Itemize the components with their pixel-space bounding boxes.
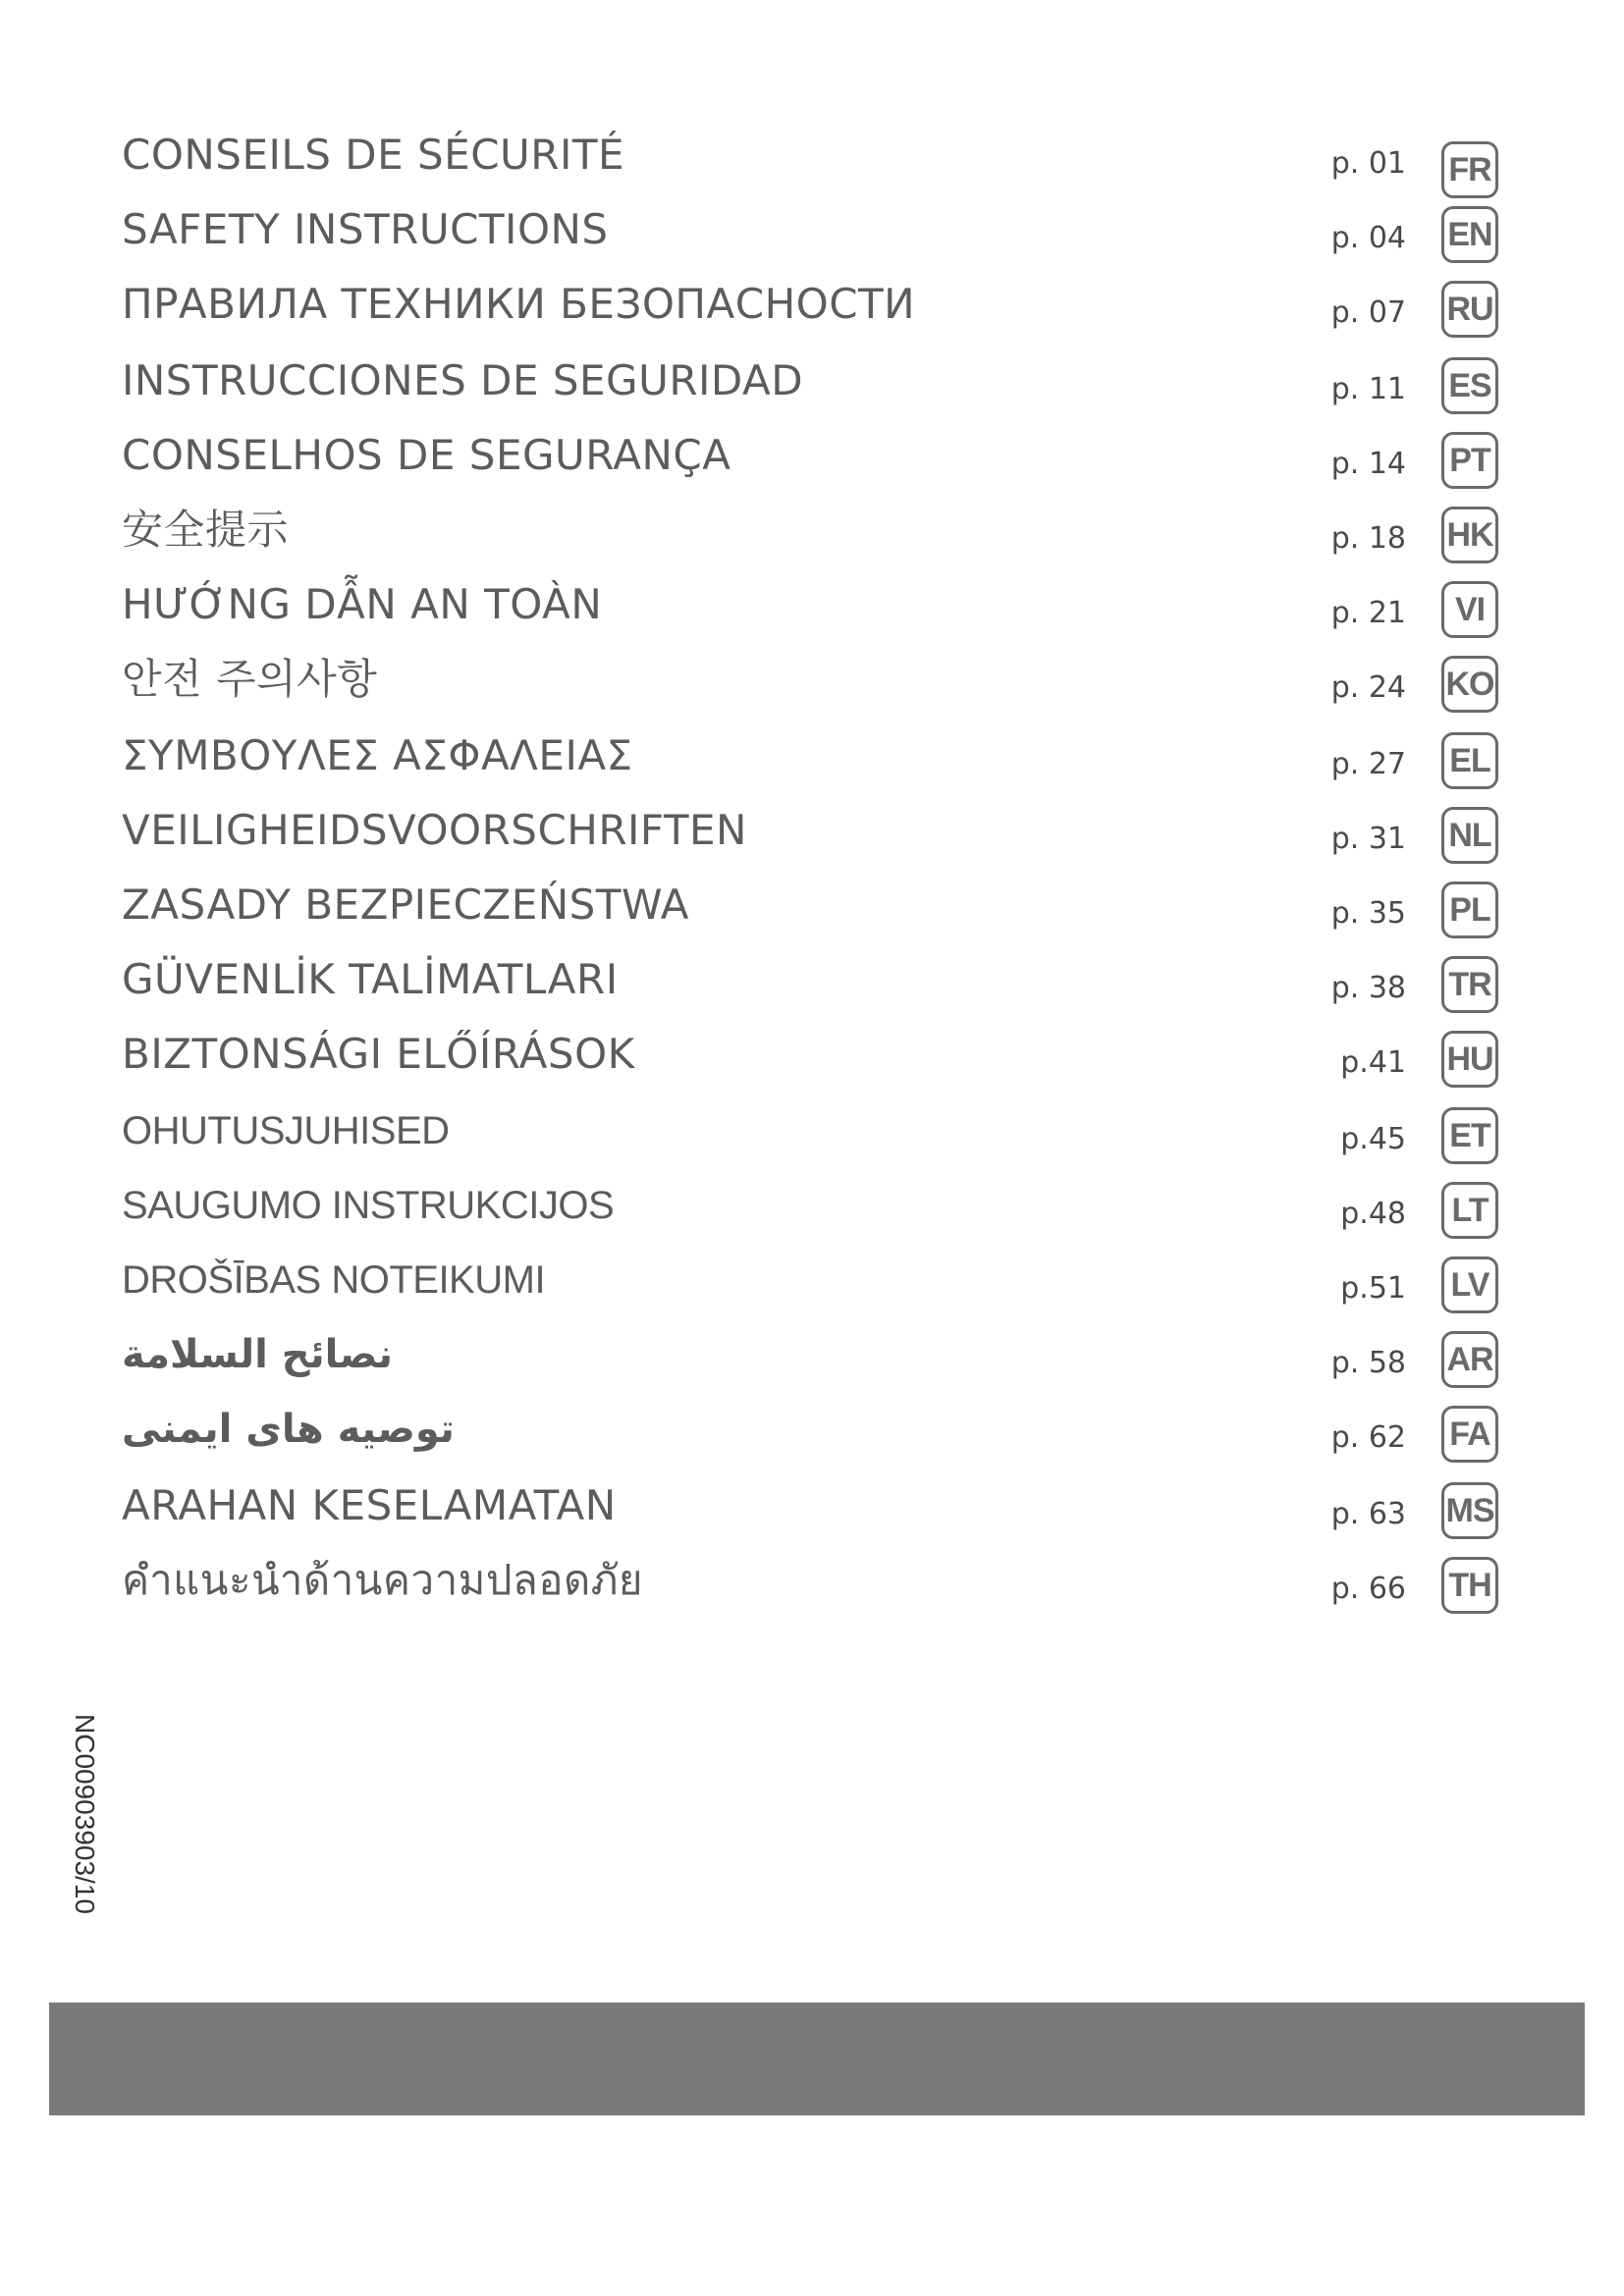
toc-entry-page: p. 01 — [1330, 146, 1406, 181]
language-badge-fa: FA — [1441, 1406, 1498, 1463]
toc-entry-page: p. 21 — [1330, 596, 1406, 630]
toc-entry-hu[interactable] — [0, 1027, 1624, 1101]
toc-entry-lt[interactable] — [0, 1178, 1624, 1253]
language-badge-lt: LT — [1441, 1182, 1498, 1239]
language-badge-hk: HK — [1441, 507, 1498, 563]
language-badge-lv: LV — [1441, 1256, 1498, 1313]
toc-entry-page: p. 14 — [1330, 447, 1406, 481]
language-badge-pl: PL — [1441, 881, 1498, 938]
toc-entry-page: p. 62 — [1330, 1420, 1406, 1455]
toc-entry-title: HƯỚNG DẪN AN TOÀN — [122, 580, 603, 628]
toc-entry-title: 안전 주의사항 — [122, 655, 378, 703]
toc-entry-page: p.45 — [1340, 1122, 1406, 1156]
language-badge-ko: KO — [1441, 656, 1498, 713]
toc-entry-title: SAFETY INSTRUCTIONS — [122, 205, 609, 253]
toc-entry-title: OHUTUSJUHISED — [122, 1109, 450, 1152]
toc-entry-title: VEILIGHEIDSVOORSCHRIFTEN — [122, 806, 747, 854]
toc-entry-pt[interactable] — [0, 428, 1624, 503]
language-badge-el: EL — [1441, 732, 1498, 789]
toc-entry-title: DROŠĪBAS NOTEIKUMI — [122, 1258, 546, 1302]
toc-entry-hk[interactable] — [0, 503, 1624, 577]
toc-entry-page: p. 07 — [1330, 295, 1406, 330]
toc-entry-el[interactable] — [0, 728, 1624, 803]
toc-entry-title: ARAHAN KESELAMATAN — [122, 1481, 617, 1529]
language-badge-hu: HU — [1441, 1031, 1498, 1088]
toc-entry-pl[interactable] — [0, 878, 1624, 952]
toc-entry-page: p.51 — [1340, 1271, 1406, 1306]
language-badge-ms: MS — [1441, 1482, 1498, 1539]
toc-entry-title: نصائح السلامة — [122, 1332, 394, 1377]
toc-entry-page: p. 66 — [1330, 1572, 1406, 1606]
footer-band — [49, 2002, 1585, 2115]
toc-entry-page: p.48 — [1340, 1197, 1406, 1231]
toc-entry-ru[interactable] — [0, 277, 1624, 351]
language-badge-en: EN — [1441, 206, 1498, 263]
language-badge-nl: NL — [1441, 807, 1498, 864]
toc-entry-title: CONSEILS DE SÉCURITÉ — [122, 131, 625, 179]
toc-entry-title: INSTRUCCIONES DE SEGURIDAD — [122, 356, 804, 404]
toc-entry-vi[interactable] — [0, 577, 1624, 652]
toc-entry-fr[interactable] — [0, 128, 1624, 202]
toc-entry-title: BIZTONSÁGI ELŐÍRÁSOK — [122, 1030, 635, 1078]
toc-entry-page: p. 11 — [1330, 372, 1406, 406]
toc-entry-page: p.41 — [1340, 1045, 1406, 1080]
toc-entry-title: คำแนะนำด้านความปลอดภัย — [122, 1556, 644, 1604]
language-badge-es: ES — [1441, 357, 1498, 414]
toc-entry-page: p. 18 — [1330, 521, 1406, 556]
language-badge-ar: AR — [1441, 1331, 1498, 1388]
document-code: NC00903903/10 — [70, 1714, 100, 1914]
toc-entry-title: ΣΥΜΒΟΥΛΕΣ ΑΣΦΑΛΕΙΑΣ — [122, 731, 633, 779]
toc-entry-fa[interactable] — [0, 1402, 1624, 1476]
language-badge-th: TH — [1441, 1557, 1498, 1614]
toc-entry-th[interactable] — [0, 1553, 1624, 1628]
toc-entry-page: p. 58 — [1330, 1346, 1406, 1380]
toc-entry-page: p. 31 — [1330, 822, 1406, 856]
toc-entry-page: p. 24 — [1330, 670, 1406, 705]
language-badge-ru: RU — [1441, 281, 1498, 338]
toc-entry-title: ZASADY BEZPIECZEŃSTWA — [122, 881, 689, 929]
toc-entry-page: p. 27 — [1330, 747, 1406, 781]
toc-entry-title: توصیه های ایمنی — [122, 1407, 455, 1452]
toc-entry-ar[interactable] — [0, 1327, 1624, 1402]
toc-entry-page: p. 35 — [1330, 896, 1406, 931]
toc-entry-title: CONSELHOS DE SEGURANÇA — [122, 431, 731, 479]
toc-entry-title: ПРАВИЛА ТЕХНИКИ БЕЗОПАСНОСТИ — [122, 280, 916, 328]
toc-entry-lv[interactable] — [0, 1253, 1624, 1327]
toc-entry-ms[interactable] — [0, 1478, 1624, 1553]
toc-entry-en[interactable] — [0, 202, 1624, 277]
toc-entry-tr[interactable] — [0, 952, 1624, 1027]
toc-entry-title: SAUGUMO INSTRUKCIJOS — [122, 1184, 615, 1227]
language-badge-et: ET — [1441, 1107, 1498, 1164]
toc-entry-page: p. 63 — [1330, 1497, 1406, 1531]
toc-entry-title: 安全提示 — [122, 506, 290, 554]
toc-entry-es[interactable] — [0, 353, 1624, 428]
toc-entry-nl[interactable] — [0, 803, 1624, 878]
toc-entry-et[interactable] — [0, 1103, 1624, 1178]
toc-entry-title: GÜVENLİK TALİMATLARI — [122, 955, 619, 1003]
language-badge-fr: FR — [1441, 141, 1498, 198]
language-badge-pt: PT — [1441, 432, 1498, 489]
toc-entry-page: p. 04 — [1330, 221, 1406, 255]
toc-entry-ko[interactable] — [0, 652, 1624, 726]
language-badge-tr: TR — [1441, 956, 1498, 1013]
toc-entry-page: p. 38 — [1330, 971, 1406, 1005]
language-badge-vi: VI — [1441, 581, 1498, 638]
